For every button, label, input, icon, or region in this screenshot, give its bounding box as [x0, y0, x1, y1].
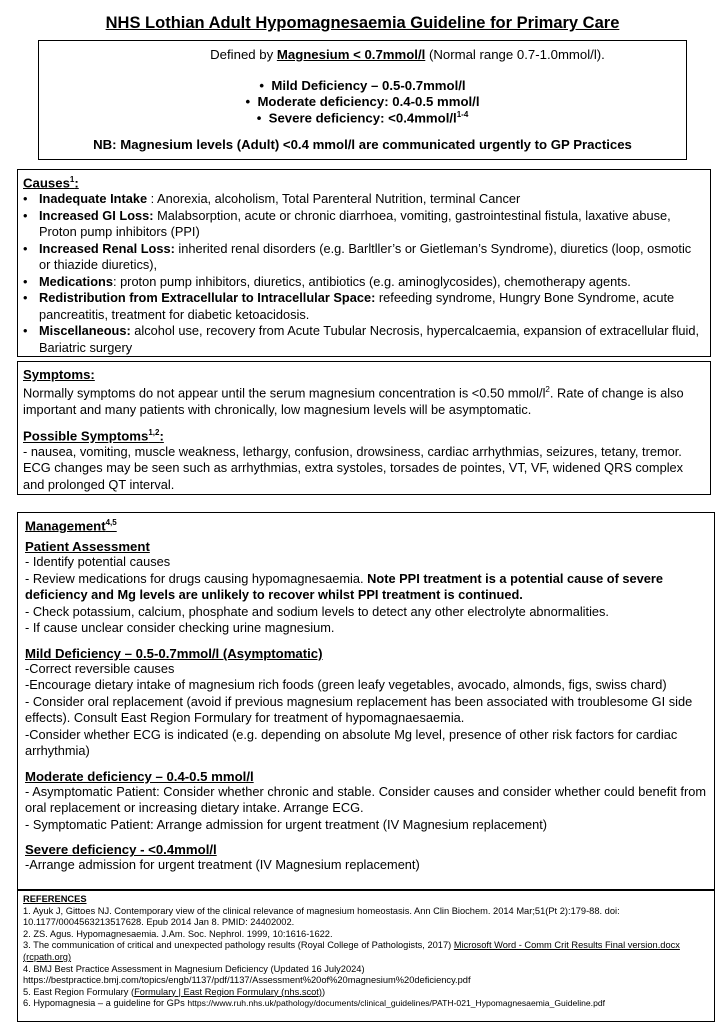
reference-link[interactable]: Microsoft Word - Comm Crit Results Final version.docx (rcpath.org)	[23, 940, 680, 962]
possible-symptoms-heading: Possible Symptoms$^{1,2}$:	[23, 428, 164, 444]
reference-link[interactable]: Formulary | East Region Formulary (nhs.scot)	[134, 986, 322, 997]
severe-level: • Severe deficiency: $<0.4mmol/l^{1-4}$	[256, 110, 469, 126]
mild-deficiency-heading: Mild Deficiency – 0.5-0.7mmol/l (Asymptomatic)	[25, 645, 323, 661]
mild-line: -Correct reversible causes	[25, 660, 175, 676]
cause-item: • Redistribution from Extracellular to Intracellular Space: refeeding syndrome, Hungry Bone Syndrome, acute pancreatitis, treatment for diabetic ketoacidosis.	[23, 290, 675, 322]
cause-item: • Increased GI Loss: Malabsorption, acute or chronic diarrhoea, vomiting, gastrointestinal fistula, laxative abuse, Proton pump inhibitors (PPI)	[23, 207, 671, 240]
nb-note: NB: Magnesium levels (Adult) <0.4 mmol/l are communicated urgently to GP Practices	[93, 137, 632, 152]
reference-item: 2. ZS. Agus. Hypomagnesaemia. J.Am. Soc. Nephrol. 1999, 10:1616-1622.	[23, 928, 333, 939]
assessment-line: - Review medications for drugs causing hypomagnesaemia. Note PPI treatment is a potential cause of severe deficiency and Mg levels are unlikely to recover whilst PPI treatment is continued.	[25, 570, 663, 603]
severe-deficiency-heading: Severe deficiency - <0.4mmol/l	[25, 842, 217, 858]
cause-item: • Increased Renal Loss: inherited renal disorders (e.g. Barltller’s or Gietleman’s Syndrome), diuretics (loop, osmotic or thiazide diuretics),	[23, 240, 692, 273]
symptoms-text: Normally symptoms do not appear until the serum magnesium concentration is <0.50 mmol/$l^2$. Rate of change is also important and many patients with chronically, low magnesium levels will be asymptomatic.	[23, 385, 684, 417]
mild-line: -Consider whether ECG is indicated (e.g. depending on absolute Mg level, presence of other risk factors for cardiac arrhythmia)	[25, 726, 678, 759]
page-title: NHS Lothian Adult Hypomagnesaemia Guideline for Primary Care	[105, 14, 620, 32]
mild-level: • Mild Deficiency – 0.5-0.7mmol/l	[259, 78, 466, 93]
causes-heading: Causes$^1$:	[23, 175, 79, 191]
cause-item: • Medications: proton pump inhibitors, diuretics, antibiotics (e.g. aminoglycosides), chemotherapy agents.	[23, 273, 631, 289]
reference-item: 3. The communication of critical and unexpected pathology results (Royal College of Pathologists, 2017) Microsoft Word - Comm Crit Results Final version.docx (rcpath.org)	[23, 940, 680, 962]
severe-line: -Arrange admission for urgent treatment (IV Magnesium replacement)	[25, 857, 420, 873]
mild-line: - Consider oral replacement (avoid if previous magnesium replacement has been associated with troublesome GI side effects). Consult East Region Formulary for treatment of hypomagnaesaemia.	[25, 693, 693, 726]
assessment-line: - Identify potential causes	[25, 554, 171, 570]
references-heading: REFERENCES	[23, 894, 87, 904]
cause-item: • Inadequate Intake : Anorexia, alcoholism, Total Parenteral Nutrition, terminal Cancer	[23, 191, 521, 207]
definition-prefix: Defined by	[210, 47, 277, 62]
assessment-line: - If cause unclear consider checking urine magnesium.	[25, 620, 335, 636]
moderate-level: • Moderate deficiency: 0.4-0.5 mmol/l	[245, 94, 480, 109]
management-box	[17, 512, 715, 890]
causes-box	[17, 169, 711, 357]
symptoms-box	[17, 361, 711, 495]
reference-link[interactable]: https://bestpractice.bmj.com/topics/engb/1137/pdf/1137/Assessment%20of%20magnesium%20deficiency.pdf	[23, 975, 471, 986]
symptoms-heading: Symptoms:	[23, 367, 95, 382]
moderate-line: - Asymptomatic Patient: Consider whether chronic and stable. Consider causes and consider whether could benefit from oral replacement or increasing dietary intake. Arrange ECG.	[25, 783, 706, 816]
moderate-deficiency-heading: Moderate deficiency – 0.4-0.5 mmol/l	[25, 768, 254, 784]
management-heading: Management$^{4,5}$	[25, 518, 117, 534]
assessment-line: - Check potassium, calcium, phosphate and sodium levels to detect any other electrolyte abnormalities.	[25, 603, 609, 619]
reference-item: 6. Hypomagnesia – a guideline for GPs https://www.ruh.nhs.uk/pathology/documents/clinical_guidelines/PATH-021_Hypomagnesaemia_Guideline.pdf	[23, 998, 606, 1009]
normal-range: (Normal range 0.7-1.0mmol/l).	[425, 47, 605, 62]
moderate-line: - Symptomatic Patient: Arrange admission for urgent treatment (IV Magnesium replacement)	[25, 816, 548, 832]
definition-box	[38, 40, 687, 160]
possible-symptoms-text: - nausea, vomiting, muscle weakness, lethargy, confusion, drowsiness, cardiac arrhythmias, seizures, tetany, tremor. ECG changes may be seen such as arrhythmias, extra systoles, torsades de pointes, VT, VF, widened QRS complex and prolonged QT interval.	[23, 443, 684, 492]
reference-link[interactable]: https://www.ruh.nhs.uk/pathology/documents/clinical_guidelines/PATH-021_Hypomagnesaemia_Guideline.pdf	[187, 998, 606, 1009]
reference-item: 4. BMJ Best Practice Assessment in Magnesium Deficiency (Updated 16 July2024)	[23, 963, 365, 974]
reference-item: 1. Ayuk J, Gittoes NJ. Contemporary view of the clinical relevance of magnesium homeostasis. Ann Clin Biochem. 2014 Mar;51(Pt 2):179-88. doi: 10.1177/0004563213517628. Epub 2014 Jan 8. PMID: 24402002.	[23, 905, 620, 928]
reference-item: 5. East Region Formulary (Formulary | East Region Formulary (nhs.scot))	[23, 986, 326, 997]
definition-line	[39, 47, 686, 62]
severe-ref: 1-4	[456, 110, 469, 119]
references-box	[17, 890, 715, 1022]
magnesium-threshold: Magnesium < 0.7mmol/l	[276, 47, 426, 62]
cause-item: • Miscellaneous: alcohol use, recovery from Acute Tubular Necrosis, hypercalcaemia, expansion of extracellular fluid, Bariatric surgery	[23, 323, 700, 355]
patient-assessment-heading: Patient Assessment	[25, 539, 150, 555]
mild-line: -Encourage dietary intake of magnesium rich foods (green leafy vegetables, avocado, almonds, figs, swiss chard)	[25, 677, 667, 693]
